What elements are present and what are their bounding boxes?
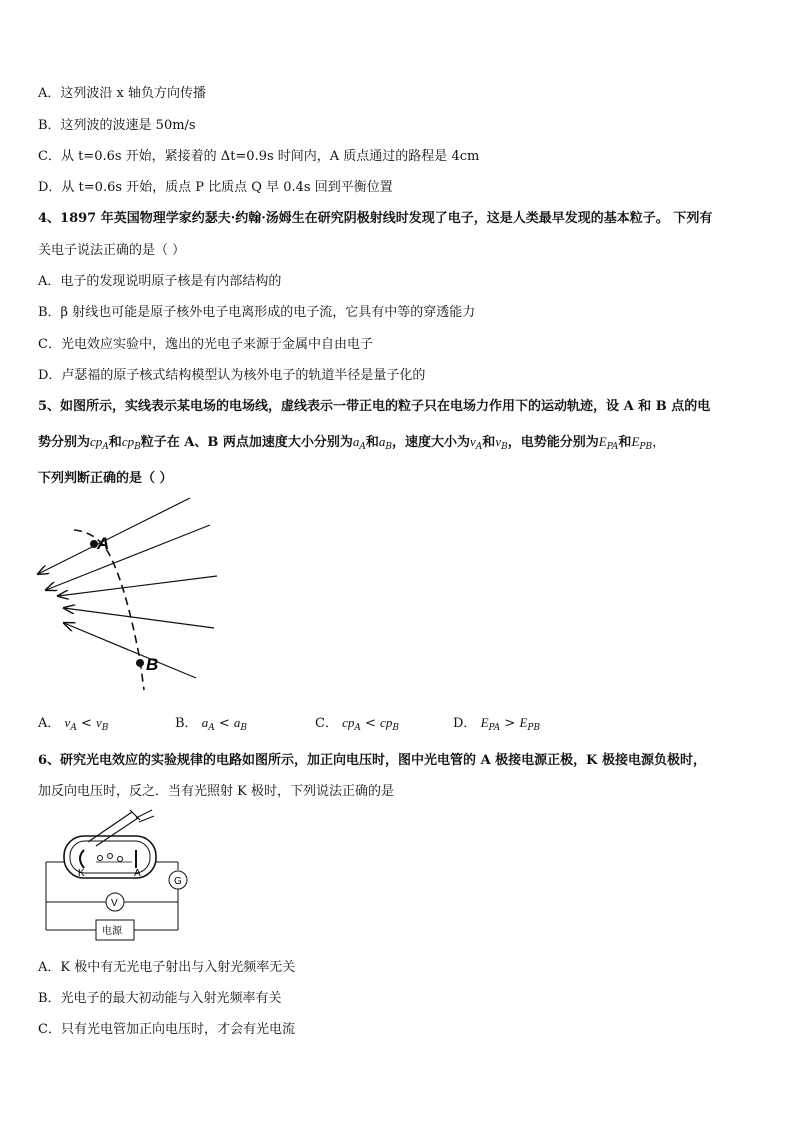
q6-circuit-figure	[40, 806, 200, 946]
electron-2	[108, 854, 113, 859]
point-b-dot	[136, 659, 144, 667]
q6-option-c: C．只有光电管加正向电压时，才会有光电流	[38, 1022, 295, 1037]
electron-3	[118, 857, 123, 862]
field-line-5	[64, 623, 196, 678]
q5-stem-line1: 5、如图所示，实线表示某电场的电场线，虚线表示一带正电的粒子只在电场力作用下的运动轨迹，设 A 和 B 点的电	[38, 399, 711, 414]
q6-option-a: A．K 极中有无光电子射出与入射光频率无关	[38, 960, 296, 975]
q4-stem-line1: 4、1897 年英国物理学家约瑟夫·约翰·汤姆生在研究阴极射线时发现了电子，这是人类最早发现的基本粒子。 下列有	[38, 211, 713, 226]
field-line-4	[64, 608, 214, 628]
field-line-3	[58, 576, 217, 596]
q3-option-d: D．从 t=0.6s 开始，质点 P 比质点 Q 早 0.4s 回到平衡位置	[38, 180, 393, 195]
q5-stem-line2: 势分别为$cp_A$和$cp_B$粒子在 A、B 两点加速度大小分别为$a_A$和$a_B$，速度大小为$v_A$和$v_B$，电势能分别为$E_{PA}$和$E_{PB}$，	[38, 434, 666, 452]
light-ray-1	[136, 810, 152, 818]
q3-option-b: B．这列波的波速是 50m/s	[38, 118, 196, 133]
q4-option-b: B．β 射线也可能是原子核外电子电离形成的电子流，它具有中等的穿透能力	[38, 305, 476, 320]
q3-option-a: A．这列波沿 x 轴负方向传播	[38, 86, 206, 101]
q4-option-d: D．卢瑟福的原子核式结构模型认为核外电子的轨道半径是量子化的	[38, 368, 426, 383]
q5-stem-line3: 下列判断正确的是（ ）	[38, 471, 173, 486]
voltmeter-label: V	[111, 898, 118, 909]
electron-1	[98, 856, 103, 861]
light-ray-2	[139, 816, 154, 822]
q4-option-c: C．光电效应实验中，逸出的光电子来源于金属中自由电子	[38, 337, 373, 352]
particle-trajectory	[74, 530, 144, 690]
galvanometer-label: G	[174, 876, 182, 887]
q5-option-b: B． $a_A < a_B$	[175, 715, 247, 733]
anode-label: A	[134, 868, 141, 879]
power-source-label: 电源	[102, 926, 122, 937]
cathode-label: K	[78, 868, 85, 879]
q5-option-d: D． $E_{PA} > E_{PB}$	[453, 715, 541, 733]
q6-stem-line1: 6、研究光电效应的实验规律的电路如图所示，加正向电压时，图中光电管的 A 极接电源正极，K 极接电源负极时，	[38, 753, 707, 768]
q6-option-b: B．光电子的最大初动能与入射光频率有关	[38, 991, 282, 1006]
q3-option-c: C．从 t=0.6s 开始，紧接着的 Δt=0.9s 时间内，A 质点通过的路程是 4cm	[38, 149, 480, 164]
q4-option-a: A．电子的发现说明原子核是有内部结构的	[38, 274, 282, 289]
point-b-label: B	[146, 655, 159, 674]
q6-stem-line2: 加反向电压时，反之．当有光照射 K 极时，下列说法正确的是	[38, 784, 394, 799]
q5-option-a: A． $v_A < v_B$	[38, 715, 109, 733]
point-a-label: A	[97, 534, 110, 553]
cathode-k	[80, 850, 84, 868]
q4-stem-line2: 关电子说法正确的是（ ）	[38, 243, 186, 258]
q5-field-figure	[30, 492, 230, 702]
q5-option-c: C． $cp_A < cp_B$	[315, 715, 399, 733]
light-guide-end	[130, 810, 140, 820]
